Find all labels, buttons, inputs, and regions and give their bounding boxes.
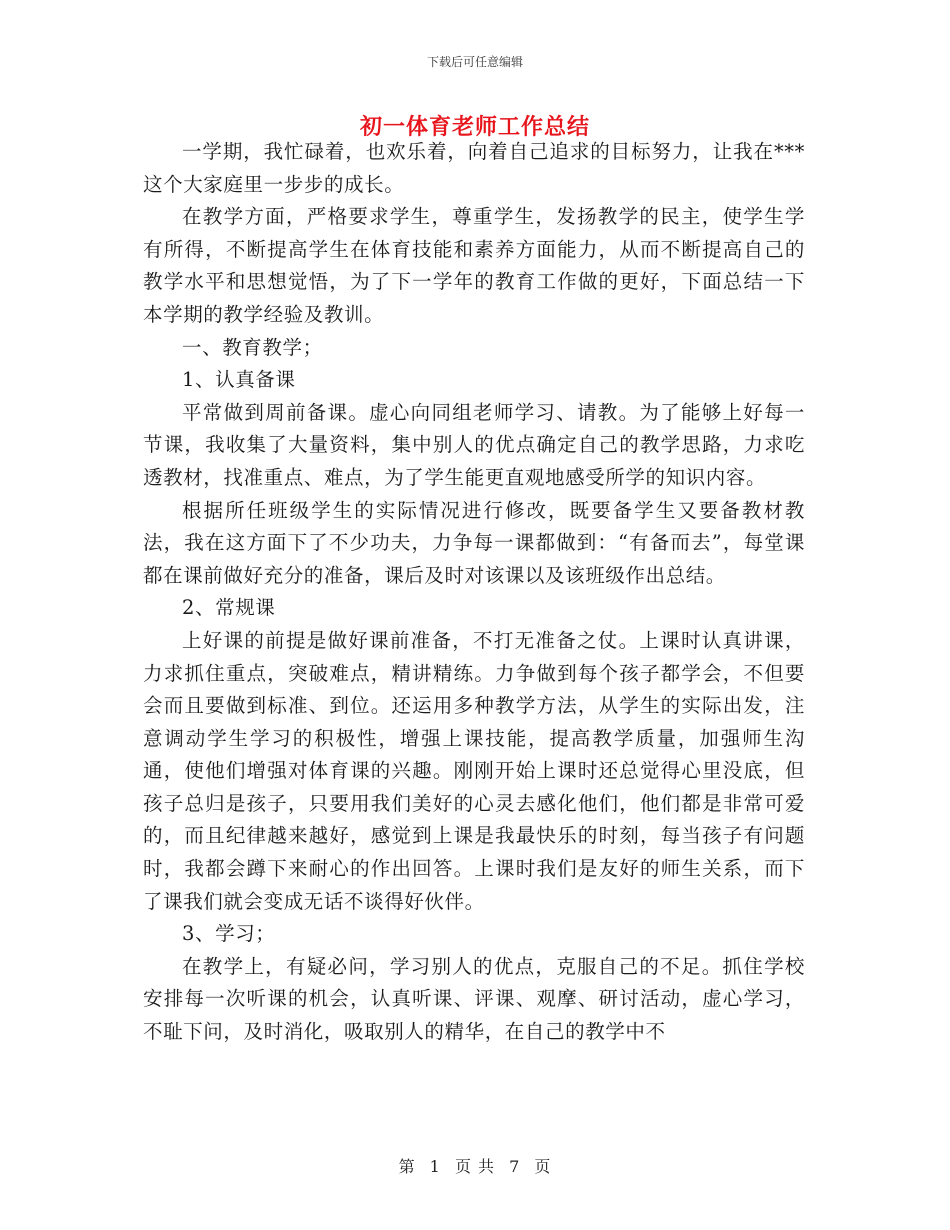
paragraph-learning: 在教学上，有疑必问，学习别人的优点，克服自己的不足。抓住学校安排每一次听课的机会，认真听课、评课、观摩、研讨活动，虚心学习，不耻下问，及时消化，吸取别人的精华，在自己的教学中不 — [143, 954, 805, 1044]
paragraph-teaching-aspect: 在教学方面，严格要求学生，尊重学生，发扬教学的民主，使学生学有所得，不断提高学生在体育技能和素养方面能力，从而不断提高自己的教学水平和思想觉悟，为了下一学年的教育工作做的更好，下面总结一下本学期的教学经验及教训。 — [143, 205, 805, 326]
current-page-number: 1 — [429, 1157, 441, 1176]
footer-middle: 页 共 — [454, 1157, 496, 1176]
section-heading-education: 一、教育教学； — [182, 335, 323, 359]
document-title: 初一体育老师工作总结 — [359, 114, 590, 140]
subheading-learning: 3、学习； — [182, 922, 276, 946]
page-footer — [0, 1154, 950, 1177]
subheading-regular-class: 2、常规课 — [182, 596, 276, 620]
paragraph-intro: 一学期，我忙碌着，也欢乐着，向着自己追求的目标努力，让我在***这个大家庭里一步步的成长。 — [143, 140, 805, 196]
document-body — [143, 136, 805, 1049]
subheading-lesson-prep: 1、认真备课 — [182, 368, 296, 392]
paragraph-lesson-prep: 平常做到周前备课。虚心向同组老师学习、请教。为了能够上好每一节课，我收集了大量资料，集中别人的优点确定自己的教学思路，力求吃透教材，找准重点、难点，为了学生能更直观地感受所学的知识内容。 — [143, 400, 805, 489]
total-page-count: 7 — [509, 1157, 521, 1176]
page-header: 下载后可任意编辑 — [426, 55, 523, 69]
paragraph-regular-class: 上好课的前提是做好课前准备，不打无准备之仗。上课时认真讲课，力求抓住重点，突破难点，精讲精练。力争做到每个孩子都学会，不但要会而且要做到标准、到位。还运用多种教学方法，从学生的实际出发，注意调动学生学习的积极性，增强上课技能，提高教学质量，加强师生沟通，使他们增强对体育课的兴趣。刚刚开始上课时还总觉得心里没底，但孩子总归是孩子，只要用我们美好的心灵去感化他们，他们都是非常可爱的，而且纪律越来越好，感觉到上课是我最快乐的时刻，每当孩子有问题时，我都会蹲下来耐心的作出回答。上课时我们是友好的师生关系，而下了课我们就会变成无话不谈得好伙伴。 — [143, 628, 805, 913]
paragraph-class-adjustment: 根据所任班级学生的实际情况进行修改，既要备学生又要备教材教法，我在这方面下了不少功夫，力争每一课都做到：“有备而去”，每堂课都在课前做好充分的准备，课后及时对该课以及该班级作出总结。 — [143, 498, 805, 587]
footer-suffix: 页 — [534, 1157, 552, 1176]
footer-prefix: 第 — [398, 1157, 416, 1176]
